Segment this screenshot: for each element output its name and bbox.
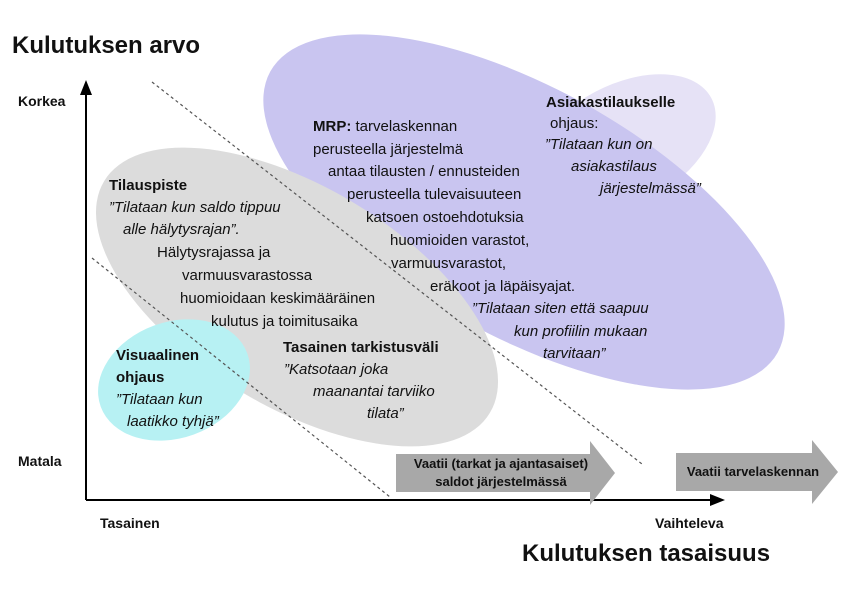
mrp-title: MRP: (313, 118, 352, 135)
reorder-point-line: kulutus ja toimitusaika (211, 313, 358, 330)
customer-order-quote-line: järjestelmässä” (600, 180, 701, 197)
customer-order-line: ohjaus: (550, 115, 599, 132)
reorder-point-title: Tilauspiste (109, 177, 188, 194)
mrp-quote-line: kun profiilin mukaan (514, 323, 648, 340)
mrp-line: perusteella järjestelmä (313, 141, 464, 158)
reorder-point-line: huomioidaan keskimääräinen (180, 290, 376, 307)
y-axis-title: Kulutuksen arvo (12, 32, 201, 59)
x-high-label: Vaihteleva (655, 515, 724, 531)
mrp-line: perusteella tulevaisuuteen (347, 186, 522, 203)
balances-arrow-line: Vaatii (tarkat ja ajantasaiset) (413, 456, 589, 471)
periodic-review-quote-line: tilata” (367, 405, 404, 422)
mrp-line: huomioiden varastot, (390, 232, 530, 249)
mrp-title-rest: tarvelaskennan (351, 118, 458, 135)
reorder-point-quote-line: alle hälytysrajan”. (123, 221, 240, 238)
visual-control-title: ohjaus (116, 369, 165, 386)
mrp-required-arrow-line: Vaatii tarvelaskennan (686, 464, 820, 479)
mrp-line: katsoen ostoehdotuksia (366, 209, 524, 226)
customer-order-title: Asiakastilaukselle (546, 94, 676, 111)
periodic-review-quote-line: ”Katsotaan joka (284, 361, 389, 378)
x-axis-title: Kulutuksen tasaisuus (522, 540, 771, 567)
periodic-review-quote-line: maanantai tarviiko (313, 383, 435, 400)
mrp-line: eräkoot ja läpäisyajat. (430, 278, 576, 295)
mrp-line: varmuusvarastot, (391, 255, 507, 272)
mrp-title-line (313, 117, 457, 137)
y-axis-arrowhead (80, 80, 92, 95)
visual-control-title: Visuaalinen (116, 347, 200, 364)
mrp-line: antaa tilausten / ennusteiden (328, 163, 520, 180)
periodic-review-title: Tasainen tarkistusväli (283, 339, 439, 356)
balances-arrow-line: saldot järjestelmässä (435, 474, 567, 489)
mrp-quote-line: tarvitaan” (543, 345, 606, 362)
visual-control-quote-line: laatikko tyhjä” (127, 413, 219, 430)
customer-order-quote-line: ”Tilataan kun on (545, 136, 653, 153)
mrp-quote-line: ”Tilataan siten että saapuu (472, 300, 649, 317)
customer-order-quote-line: asiakastilaus (571, 158, 657, 175)
reorder-point-line: Hälytysrajassa ja (157, 244, 271, 261)
reorder-point-quote-line: ”Tilataan kun saldo tippuu (109, 199, 281, 216)
y-high-label: Korkea (18, 93, 66, 109)
x-axis-arrowhead (710, 494, 725, 506)
y-low-label: Matala (18, 453, 62, 469)
x-low-label: Tasainen (100, 515, 160, 531)
reorder-point-line: varmuusvarastossa (182, 267, 313, 284)
visual-control-quote-line: ”Tilataan kun (116, 391, 203, 408)
